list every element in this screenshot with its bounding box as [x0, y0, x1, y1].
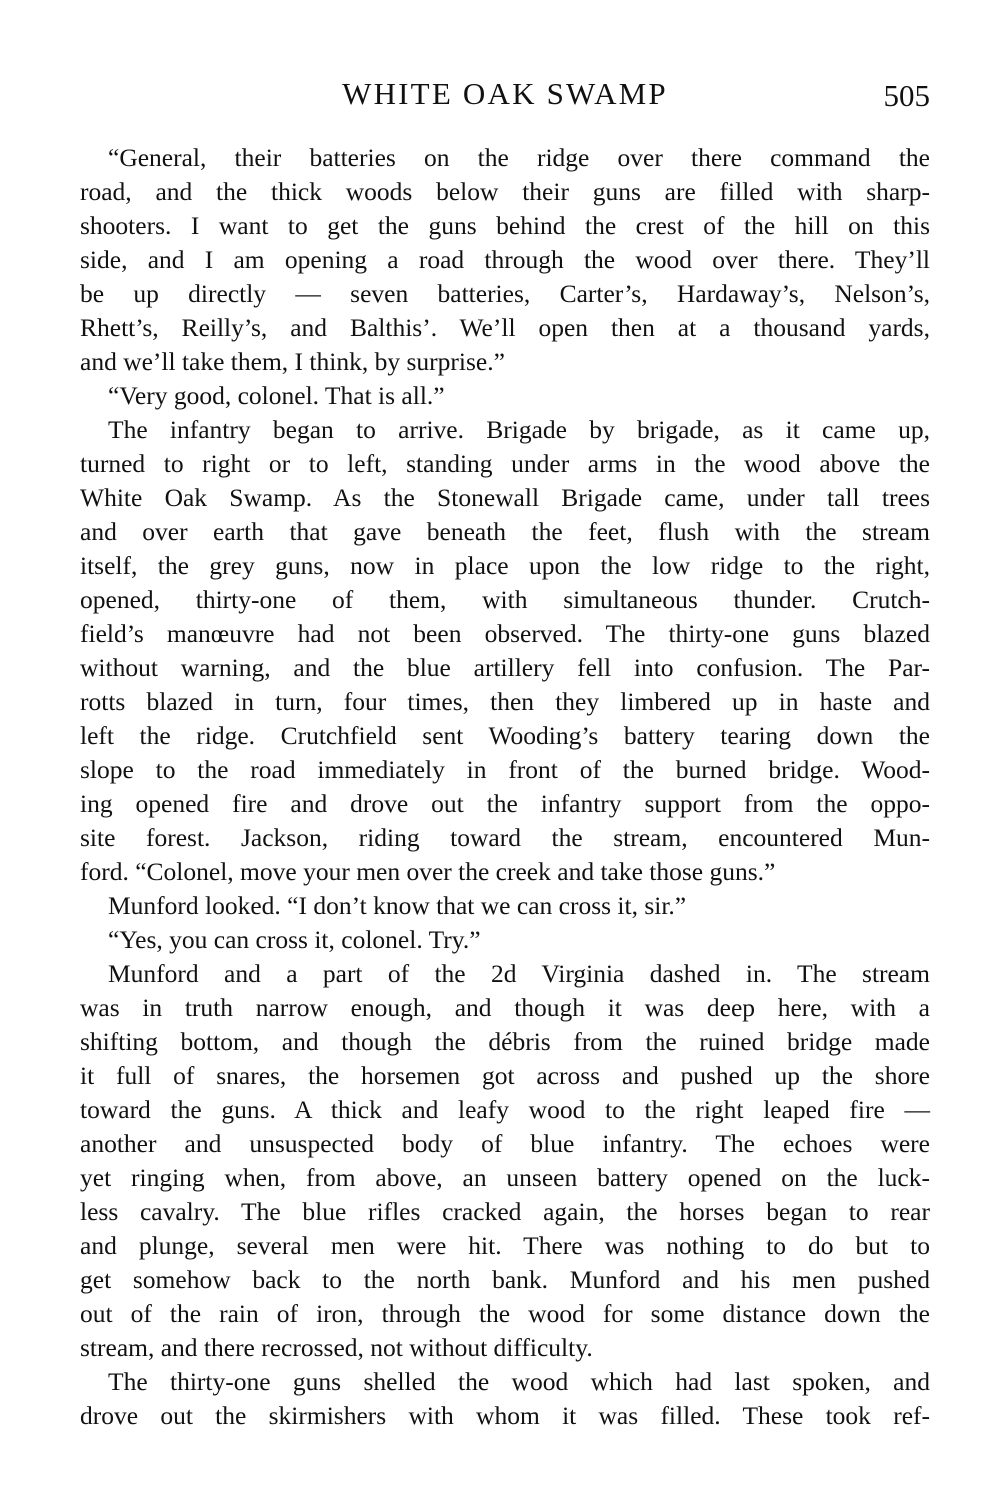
text-line: Rhett’s, Reilly’s, and Balthis’. We’ll open then at a thousand yards,: [80, 313, 930, 342]
text-line: was in truth narrow enough, and though it was deep here, with a: [80, 993, 930, 1022]
text-line: another and unsuspected body of blue infantry. The echoes were: [80, 1129, 930, 1158]
text-line: drove out the skirmishers with whom it was filled. These took ref-: [80, 1401, 930, 1430]
text-line: without warning, and the blue artillery fell into confusion. The Par-: [80, 653, 930, 682]
text-line: “General, their batteries on the ridge over there command the: [108, 143, 930, 172]
text-line: ing opened fire and drove out the infantry support from the oppo-: [80, 789, 930, 818]
text-line: side, and I am opening a road through the wood over there. They’ll: [80, 245, 930, 274]
book-page: [80, 0, 930, 1487]
text-line: out of the rain of iron, through the wood for some distance down the: [80, 1299, 930, 1328]
text-line: opened, thirty-one of them, with simultaneous thunder. Crutch-: [80, 585, 930, 614]
running-head: [80, 74, 930, 114]
text-line: yet ringing when, from above, an unseen battery opened on the luck-: [80, 1163, 930, 1192]
text-line: rotts blazed in turn, four times, then they limbered up in haste and: [80, 687, 930, 716]
paragraph: [80, 379, 930, 413]
text-line: be up directly — seven batteries, Carter’s, Hardaway’s, Nelson’s,: [80, 279, 930, 308]
text-line: The thirty-one guns shelled the wood which had last spoken, and: [108, 1367, 930, 1396]
text-line: road, and the thick woods below their guns are filled with sharp-: [80, 177, 930, 206]
paragraph: [80, 1365, 930, 1433]
text-line: less cavalry. The blue rifles cracked again, the horses began to rear: [80, 1197, 930, 1226]
running-title: WHITE OAK SWAMP: [342, 76, 668, 111]
text-line: and plunge, several men were hit. There was nothing to do but to: [80, 1231, 930, 1260]
text-line: field’s manœuvre had not been observed. The thirty-one guns blazed: [80, 619, 930, 648]
text-line: get somehow back to the north bank. Munford and his men pushed: [80, 1265, 930, 1294]
paragraph: [80, 889, 930, 923]
paragraph: [80, 413, 930, 889]
page-number: 505: [883, 78, 930, 113]
text-line: “Yes, you can cross it, colonel. Try.”: [108, 925, 481, 954]
text-line: itself, the grey guns, now in place upon the low ridge to the right,: [80, 551, 930, 580]
text-line: toward the guns. A thick and leafy wood to the right leaped fire —: [80, 1095, 930, 1124]
text-line: and over earth that gave beneath the feet, flush with the stream: [80, 517, 930, 546]
text-line: Munford looked. “I don’t know that we can cross it, sir.”: [108, 891, 687, 920]
text-line: stream, and there recrossed, not without difficulty.: [80, 1333, 593, 1362]
paragraph: [80, 957, 930, 1365]
text-line: shooters. I want to get the guns behind the crest of the hill on this: [80, 211, 930, 240]
text-line: The infantry began to arrive. Brigade by brigade, as it came up,: [108, 415, 930, 444]
text-line: site forest. Jackson, riding toward the stream, encountered Mun-: [80, 823, 930, 852]
body-text: [80, 141, 930, 1433]
text-line: shifting bottom, and though the débris from the ruined bridge made: [80, 1027, 930, 1056]
text-line: ford. “Colonel, move your men over the creek and take those guns.”: [80, 857, 776, 886]
text-line: and we’ll take them, I think, by surprise.”: [80, 347, 505, 376]
paragraph: [80, 141, 930, 379]
paragraph: [80, 923, 930, 957]
text-line: White Oak Swamp. As the Stonewall Brigade came, under tall trees: [80, 483, 930, 512]
text-line: left the ridge. Crutchfield sent Wooding’s battery tearing down the: [80, 721, 930, 750]
text-line: turned to right or to left, standing under arms in the wood above the: [80, 449, 930, 478]
text-line: slope to the road immediately in front of the burned bridge. Wood-: [80, 755, 930, 784]
text-line: “Very good, colonel. That is all.”: [108, 381, 445, 410]
text-line: it full of snares, the horsemen got across and pushed up the shore: [80, 1061, 930, 1090]
text-line: Munford and a part of the 2d Virginia dashed in. The stream: [108, 959, 930, 988]
